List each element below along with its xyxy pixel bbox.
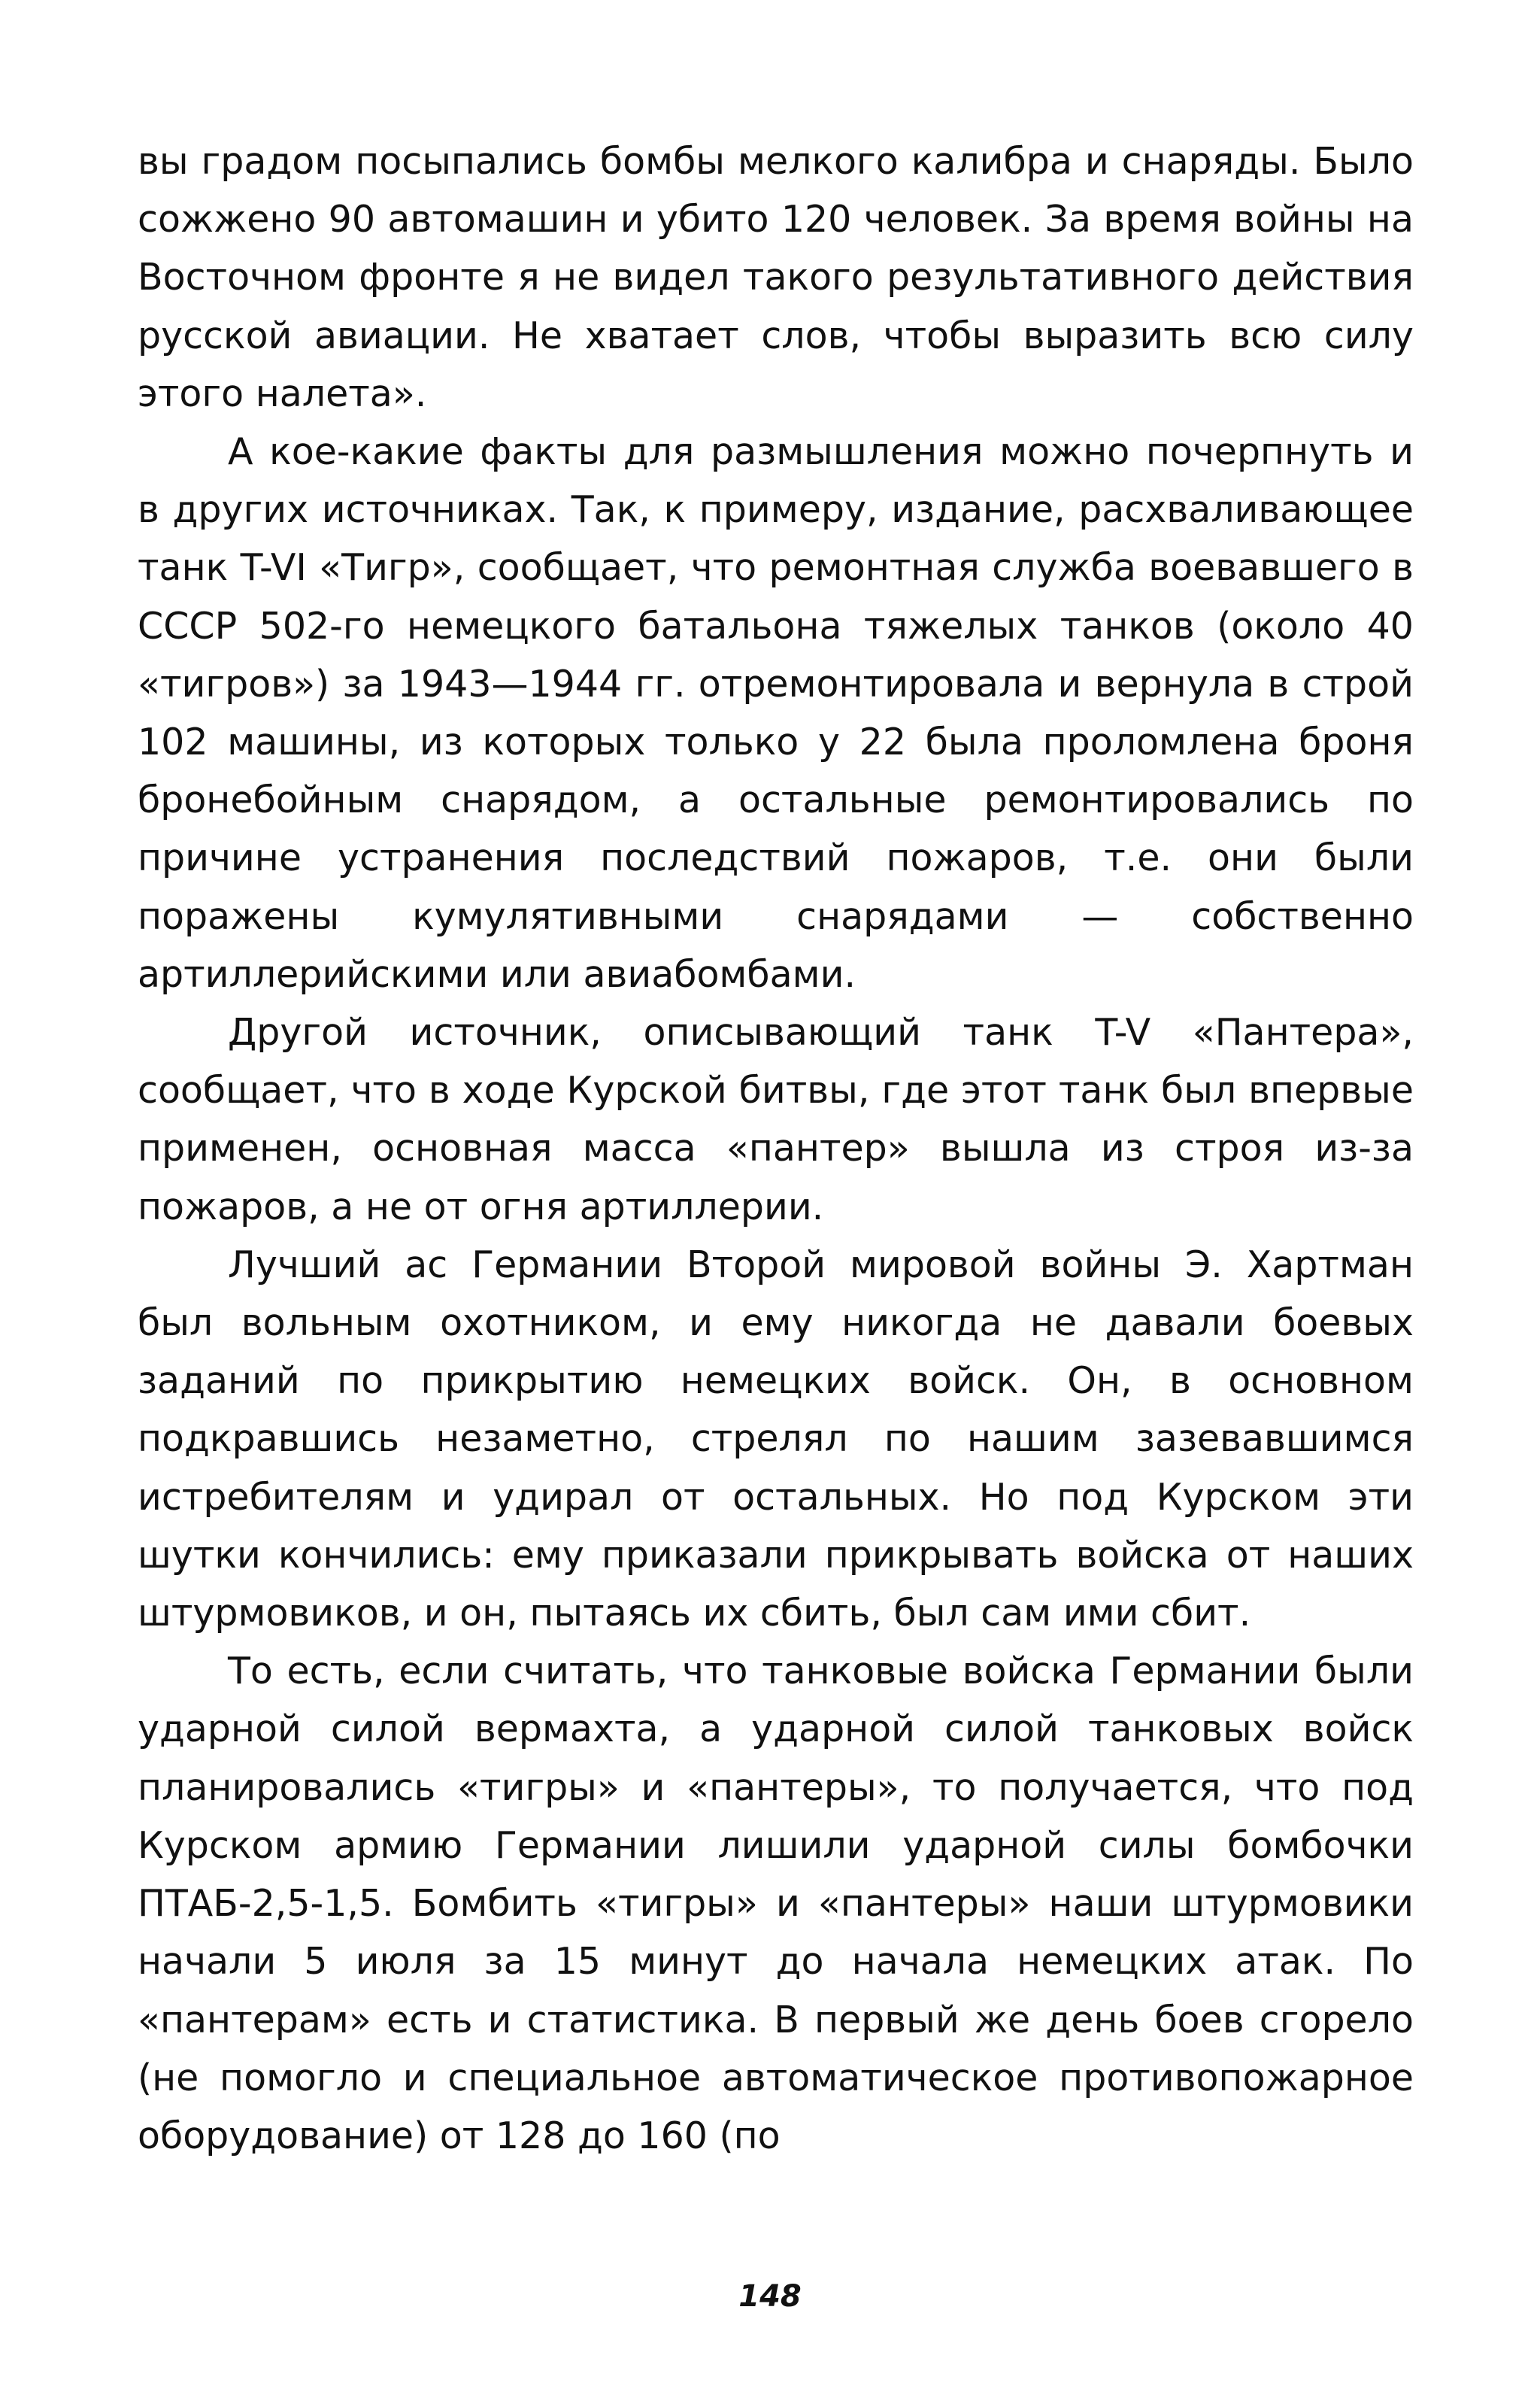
- paragraph-2: А кое-какие факты для размышления можно почерпнуть и в других источниках. Так, к примеру, издание, расхваливающее танк T-VI «Тигр», сообщает, что ремонтная служба воевавшего в СССР 502-го немецкого батальона тяжелых танков (около 40 «тигров») за 1943—1944 гг. отремонтировала и вернула в строй 102 машины, из которых только у 22 была проломлена броня бронебойным снарядом, а остальные ремонтировались по причине устранения последствий пожаров, т.е. они были поражены кумулятивными снарядами — собственно артиллерийскими или авиабомбами.: [138, 430, 1414, 996]
- page-body-text: [138, 132, 1414, 2165]
- paragraph-4: Лучший ас Германии Второй мировой войны Э. Хартман был вольным охотником, и ему никогда не давали боевых заданий по прикрытию немецких войск. Он, в основном подкравшись незаметно, стрелял по нашим зазевавшимся истребителям и удирал от остальных. Но под Курском эти шутки кончились: ему приказали прикрывать войска от наших штурмовиков, и он, пытаясь их сбить, был сам ими сбит.: [138, 1243, 1414, 1635]
- page-number: 148: [738, 2279, 802, 2314]
- paragraph-1: вы градом посыпались бомбы мелкого калибра и снаряды. Было сожжено 90 автомашин и убито 120 человек. За время войны на Восточном фронте я не видел такого результативного действия русской авиации. Не хватает слов, чтобы выразить всю силу этого налета».: [138, 140, 1414, 415]
- paragraph-3: Другой источник, описывающий танк T-V «Пантера», сообщает, что в ходе Курской битвы, где этот танк был впервые применен, основная масса «пантер» вышла из строя из-за пожаров, а не от огня артиллерии.: [138, 1011, 1414, 1228]
- paragraph-5: То есть, если считать, что танковые войска Германии были ударной силой вермахта, а ударной силой танковых войск планировались «тигры» и «пантеры», то получается, что под Курском армию Германии лишили ударной силы бомбочки ПТАБ-2,5-1,5. Бомбить «тигры» и «пантеры» наши штурмовики начали 5 июля за 15 минут до начала немецких атак. По «пантерам» есть и статистика. В первый же день боев сгорело (не помогло и специальное автоматическое противопожарное оборудование) от 128 до 160 (по: [138, 1650, 1414, 2157]
